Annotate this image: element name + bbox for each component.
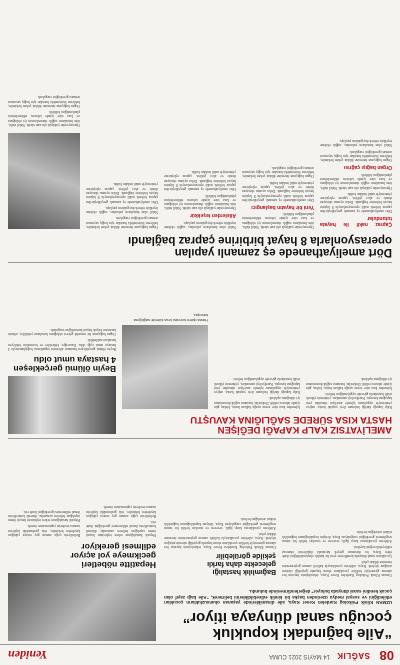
story3-paragraph: Operasyonlar yaklaşık altı saat sürdü. Nakil ekibi, tüm hastaların sağlık durumlarının iyi olduğunu ve kısa süre içinde taburcu edilmelerinin planlandığını bildirdi. [242, 212, 314, 229]
story2-headline: AMELİYATSIZ KALP KAPAĞI DEĞİŞEN HASTA KISA SÜREDE SAĞLIĞINA KAVUŞTU [190, 414, 392, 435]
story3-paragraph: Dört ameliyathanede eş zamanlı gerçekleştirilen çapraz böbrek nakli operasyonlarıyla 8 kişinin hayatı birbirine bağlandı. Doku uyumu olmayan donör ve alıcı çiftleri, çapraz eşleştirme yöntemiyle nakil imkânı buldu. [164, 170, 236, 192]
section-title: SAĞLIK [336, 651, 370, 660]
story1-body [282, 477, 392, 577]
story2-photo [122, 325, 208, 409]
story2-body-2 [214, 309, 300, 409]
story3-paragraph: Organ bağışının önemine dikkat çeken hekimler, bekleme listesindeki hastalar için bağış sayısının artması gerektiğini vurguladı. [8, 95, 80, 108]
story3-paragraph: Operasyonlar yaklaşık altı saat sürdü. Nakil ekibi, tüm hastaların sağlık durumlarının iyi olduğunu ve kısa süre içinde taburcu edilmelerinin planlandığını bildirdi. [8, 110, 80, 127]
story2-paragraph: İşlemden kısa süre sonra ayağa kalkan hasta, birkaç gün içinde taburcu edildi. Doktorlar, hastanın sağlık durumunun iyi olduğunu açıkladı. [214, 396, 300, 409]
story1-sidebar [164, 477, 276, 577]
story4-paragraph: Hepatit hastalığının erken teşhisinin hayati önem taşıdığını belirten uzmanlar, düzenli kontrollerin ihmal edilmemesi gerektiğini ifade etti. [8, 509, 80, 523]
story1-sidebar-title: Bağımlılık hastalığı gelecekte daha farklı şekilde görülebilir [207, 552, 276, 575]
story4-body [86, 443, 156, 537]
page-header [0, 644, 400, 665]
story3-headline: Dört ameliyathanede eş zamanlı yapılan operasyonlarla 8 hayat birbirine çapraz bağlandı [128, 233, 392, 258]
story3-paragraph: Organ bağışının önemine dikkat çeken hekimler, bekleme listesindeki hastalar için bağış sayısının artması gerektiğini vurguladı. [86, 216, 158, 229]
story5-photo [8, 376, 116, 434]
story3-column [8, 7, 80, 127]
issue-date: 14 MAYIS 2021 CUMA [269, 653, 330, 659]
story4-body-2 [8, 443, 80, 537]
story1-paragraph: Uzman Klinik Psikolog Kardelen Keser Kaya, teknolojinin hayatın her alanına girmesiyle birlikte çocukların ekran başında geçirdiği sürenin arttığını söyledi. Kaya, ailelerin çocuklarıyla kaliteli zaman geçirmesinin önemine dikkat çekti. [282, 560, 392, 577]
story5-paragraph: Organ bağışının bir insanlık görevi olduğunu hatırlatan yetkililer, ailenin kararının birçok hayatı kurtardığını vurguladı. [8, 327, 116, 337]
story5-body [8, 267, 116, 351]
story1-paragraph: Ailelerin çocuklarına karşı ilgili, sevecen ve sınırları belirli bir tutum sergilemesi gerektiğini vurgulayan Kaya, iletişim kopukluğunun bağımlılık riskini artırdığını belirtti. [282, 530, 392, 543]
story2-caption: Hasta işlem sonrası kısa sürede sağlığına kavuştu. [133, 313, 208, 323]
story1-headline-line1: “Aile bağındaki kopukluk [212, 625, 392, 642]
story3-photo [8, 133, 80, 229]
story3-paragraph: Dört ameliyathanede eş zamanlı gerçekleştirilen çapraz böbrek nakli operasyonlarıyla 8 kişinin hayatı birbirine bağlandı. Doku uyumu olmayan donör ve alıcı çiftleri, çapraz eşleştirme yöntemiyle nakil imkânı buldu. [320, 191, 392, 213]
story4-paragraph: Belirtilerin çoğu zaman geç ortaya çıktığını kaydeden hekimler, risk grubundaki kişilerin tarama testlerini yaptırmasını önerdi. [86, 505, 156, 518]
divider [8, 262, 392, 263]
story3-subhead: Yeni bir hayatın başlangıcı [251, 203, 314, 210]
story3-paragraph: Dört ameliyathanede eş zamanlı gerçekleştirilen çapraz böbrek nakli operasyonlarıyla 8 kişinin hayatı birbirine bağlandı. Doku uyumu olmayan donör ve alıcı çiftleri, çapraz eşleştirme yöntemiyle nakil imkânı buldu. [242, 180, 314, 202]
newspaper-logo: Yeniden [8, 648, 48, 662]
story3-paragraph: Nakil olan hastaların yakınları, sağlık ekibine teşekkür ederek duygularını paylaştı. [164, 220, 236, 229]
story3-column [242, 7, 314, 229]
story2-paragraph: Kalp kapağı darlığı bulunan ileri yaştaki hasta, anjiyo yöntemiyle uygulanan işlemle ameliyat olmadan yeni kapağına kavuştu. Kardiyoloji uzmanları, yöntemin yüksek riskli hastalarda güvenle uygulandığını belirtti. [214, 377, 300, 395]
story3-paragraph: Operasyonlar yaklaşık altı saat sürdü. Nakil ekibi, tüm hastaların sağlık durumlarının iyi olduğunu ve kısa süre içinde taburcu edilmelerinin planlandığını bildirdi. [164, 193, 236, 211]
story3-subhead: Çapraz nakil ile hayata tutundular [320, 215, 392, 227]
story3-paragraph: Organ bağışının önemine dikkat çeken hekimler, bekleme listesindeki hastalar için bağış sayısının artması gerektiğini vurguladı. [320, 149, 392, 163]
story2-paragraph: İşlemden kısa süre sonra ayağa kalkan hasta, birkaç gün içinde taburcu edildi. Doktorlar, hastanın sağlık durumunun iyi olduğunu açıkladı. [306, 377, 392, 390]
story1-paragraph: Çocukların sanal dünyada kendilerine yeni bir kimlik oluşturabildiğini ifade eden Kaya, bu durumun gerçek hayattaki ilişkilerini olumsuz etkileyebileceğini kaydetti. [282, 545, 392, 558]
story3-subhead: Ailelerden teşekkür [189, 212, 236, 219]
story3-paragraph: Organ bağışının önemine dikkat çeken hekimler, bekleme listesindeki hastalar için bağış sayısının artması gerektiğini vurguladı. [242, 165, 314, 179]
story3-paragraph: Operasyonlar yaklaşık altı saat sürdü. Nakil ekibi, tüm hastaların sağlık durumlarının iyi olduğunu ve kısa süre içinde taburcu edilmelerinin planlandığını bildirdi. [320, 172, 392, 190]
story1-headline [162, 610, 392, 642]
story4-headline: Hepatitte nöbetleri gecikmeye yol açıyor edilmesi gerekiyor [70, 542, 156, 570]
story2-paragraph: Kalp kapağı darlığı bulunan ileri yaştaki hasta, anjiyo yöntemiyle uygulanan işlemle ameliyat olmadan yeni kapağına kavuştu. Kardiyoloji uzmanları, yöntemin yüksek riskli hastalarda güvenle uygulandığını belirtti. [306, 392, 392, 409]
story1-paragraph: Ailelerin çocuklarına karşı ilgili, sevecen ve sınırları belirli bir tutum sergilemesi gerektiğini vurgulayan Kaya, iletişim kopukluğunun bağımlılık riskini artırdığını belirtti. [164, 517, 276, 530]
story1-paragraph: Uzman Klinik Psikolog Kardelen Keser Kaya, teknolojinin hayatın her alanına girmesiyle birlikte çocukların ekran başında geçirdiği sürenin arttığını söyledi. Kaya, ailelerin çocuklarıyla kaliteli zaman geçirmesinin önemine dikkat çekti. [164, 532, 276, 549]
story3-column [320, 7, 392, 229]
story5-paragraph: Beyin ölümü gerçekleşen hastanın ailesinin organlarını bağışlamasıyla 4 hastaya umut ışığı oldu. Karaciğer, böbrekler ve korneaları bekleyen hastalara nakledildi. [8, 338, 116, 351]
divider [8, 438, 392, 439]
story4-paragraph: Hepatit hastalığının erken teşhisinin hayati önem taşıdığını belirten uzmanlar, düzenli kontrollerin ihmal edilmemesi gerektiğini ifade etti. [86, 520, 156, 537]
story3-paragraph: Nakil olan hastaların yakınları, sağlık ekibine teşekkür ederek duygularını paylaştı. [320, 139, 392, 148]
story3-column [164, 7, 236, 229]
story4-paragraph: Belirtilerin çoğu zaman geç ortaya çıktığını kaydeden hekimler, risk grubundaki kişilerin tarama testlerini yaptırmasını önerdi. [8, 524, 80, 537]
story5-headline: Beyin ölümü gerçekleşen 4 hastaya umut oldu [13, 355, 116, 374]
story3-paragraph: Nakil olan hastaların yakınları, sağlık ekibine teşekkür ederek duygularını paylaştı. [86, 205, 158, 215]
story1-deck: UZMAN Klinik Psikolog Kardelen Keser Kaya, aile dinamiklerinde yaşanan olumsuzlukların çocukları etkilediğini ve sosyal medya üzerinden başka bir kimlik edinebildiklerini belirterek, “Aile bağı zayıf olan çocuk kendini sanal dünyada buluyor” değerlendirmesinde bulundu. [164, 589, 392, 605]
story3-subhead: Organ bağışı çağrısı [343, 164, 392, 171]
page-number: 08 [379, 648, 394, 663]
story3-column [86, 7, 158, 229]
story1-photo [8, 573, 156, 641]
story3-paragraph: Dört ameliyathanede eş zamanlı gerçekleştirilen çapraz böbrek nakli operasyonlarıyla 8 kişinin hayatı birbirine bağlandı. Doku uyumu olmayan donör ve alıcı çiftleri, çapraz eşleştirme yöntemiyle nakil imkânı buldu. [86, 182, 158, 204]
story1-headline-line2: çocuğu sanal dünyaya itiyor” [182, 609, 392, 627]
story2-body [306, 309, 392, 409]
